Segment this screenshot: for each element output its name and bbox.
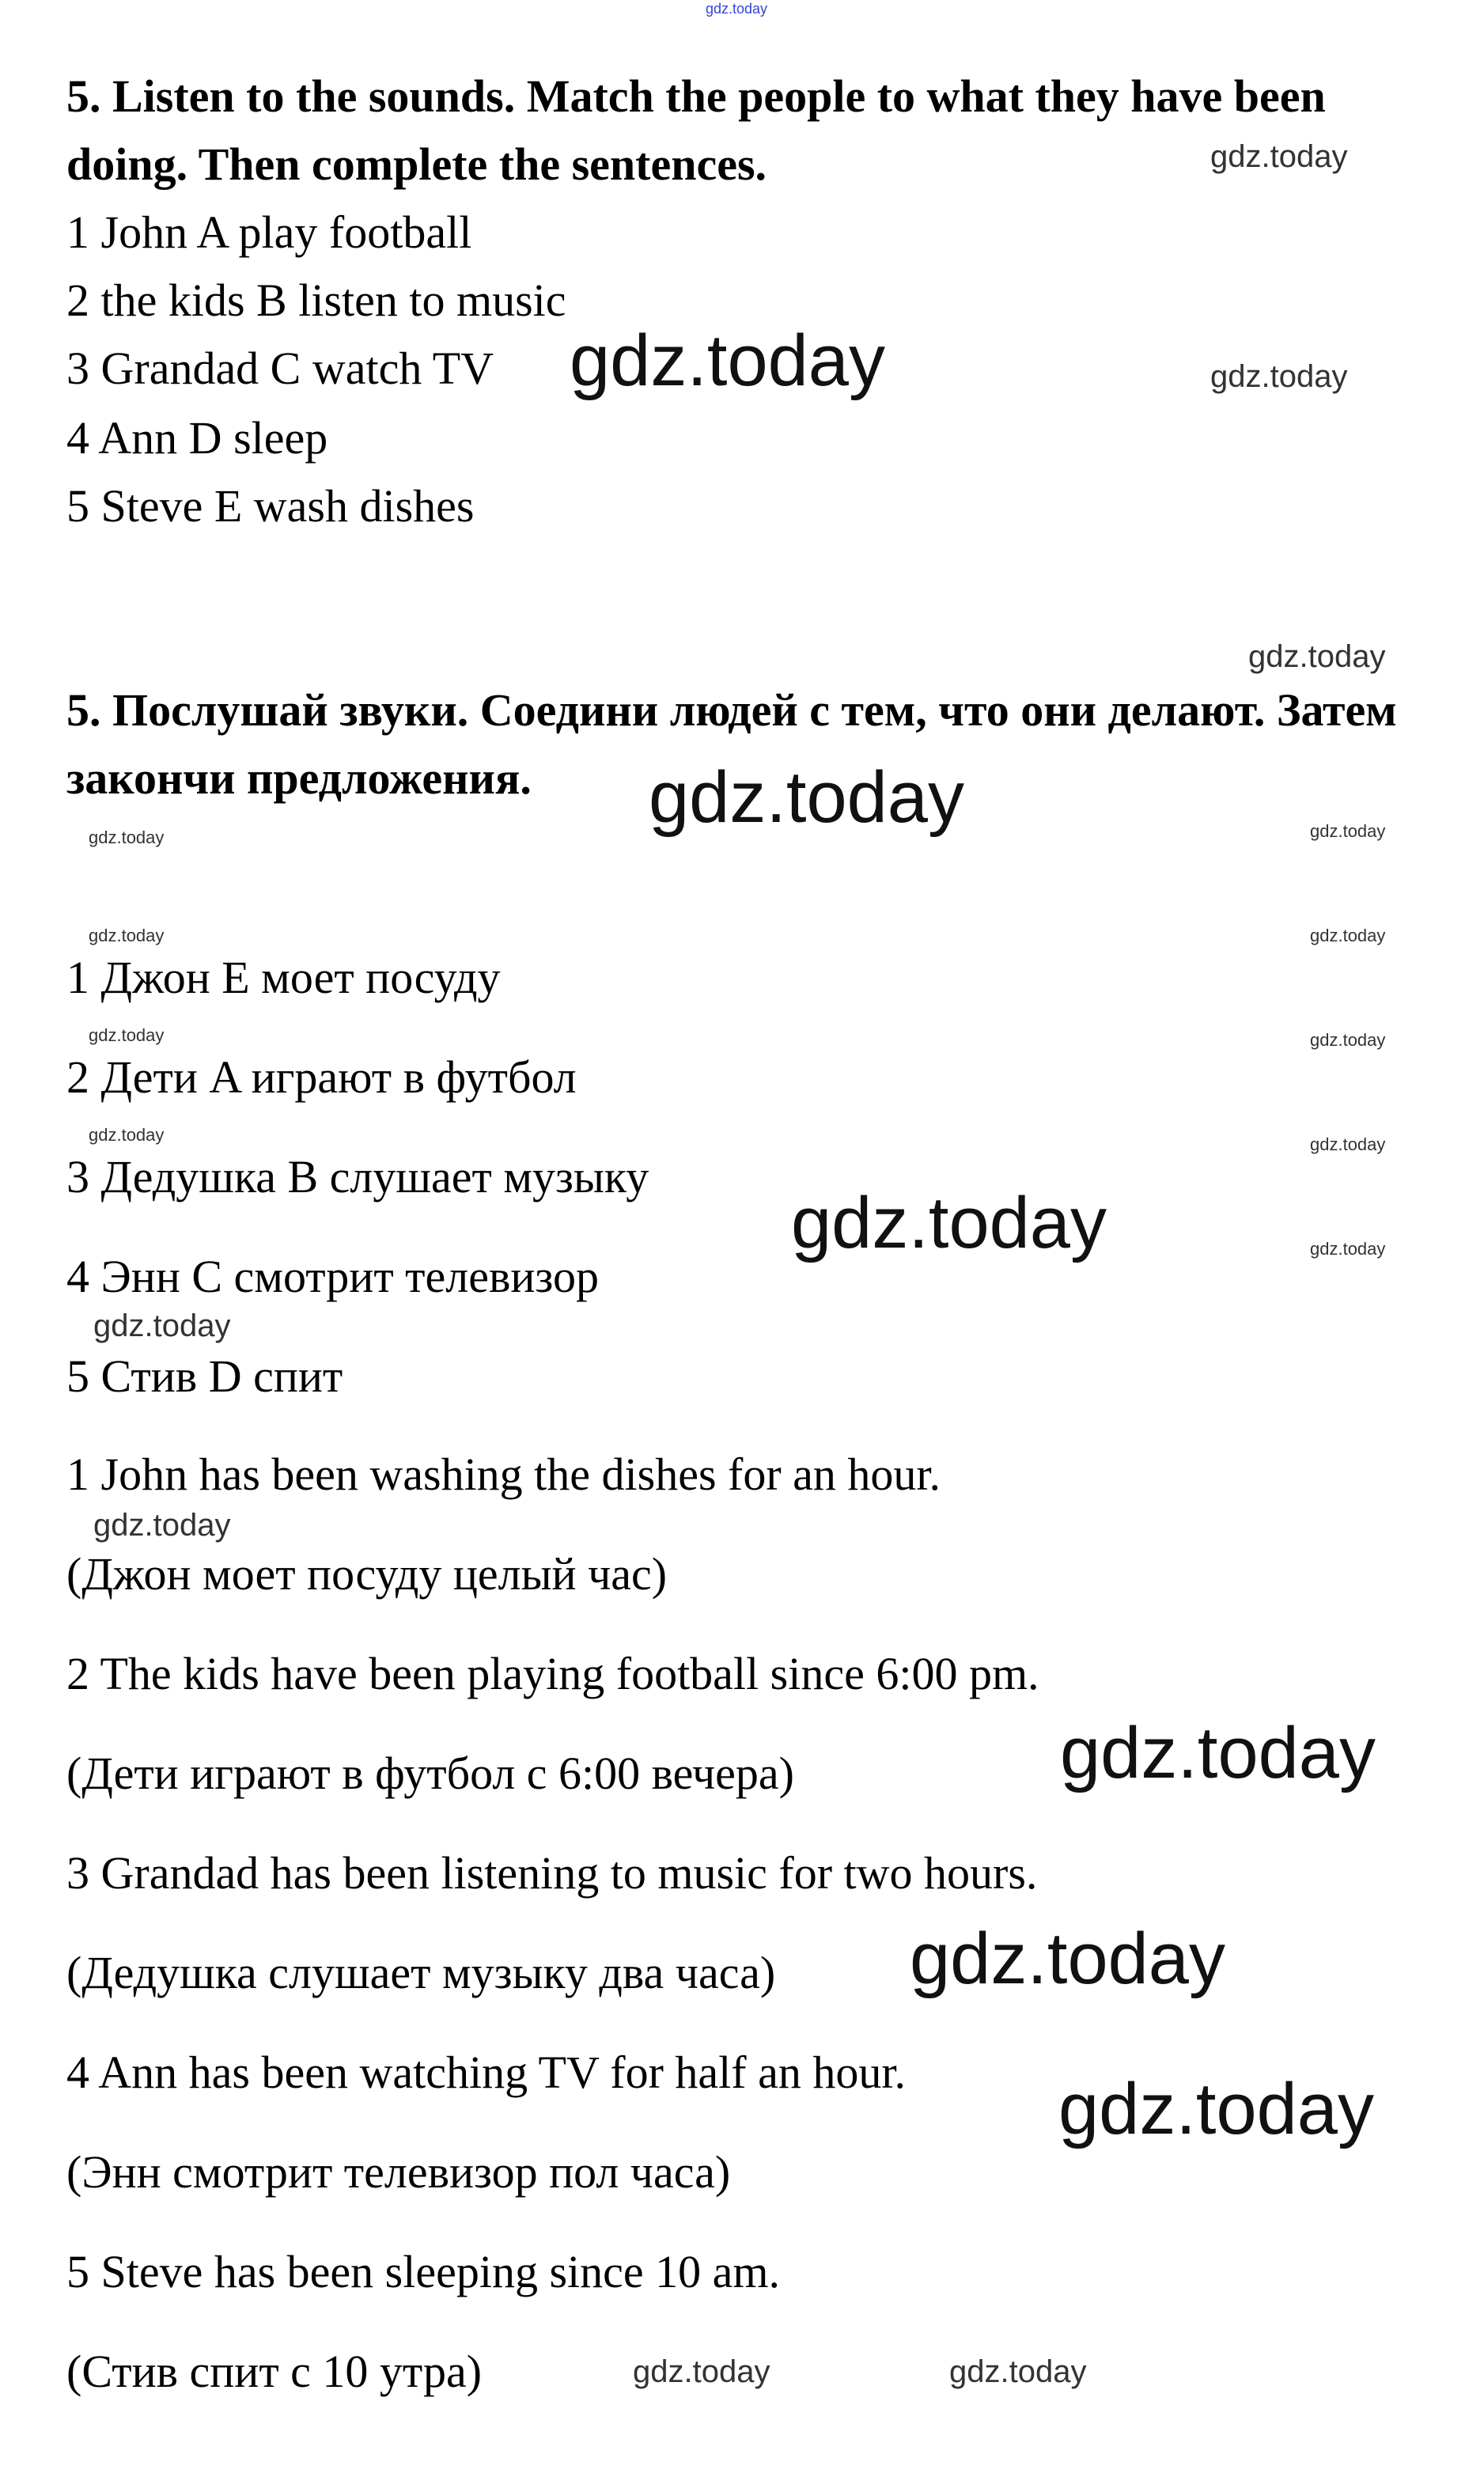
- watermark: gdz.today: [910, 1918, 1225, 1999]
- watermark: gdz.today: [1310, 1134, 1386, 1154]
- watermark: gdz.today: [1310, 1030, 1386, 1050]
- russian-item: 4 Энн C смотрит телевизор: [66, 1251, 599, 1302]
- watermark: gdz.today: [1248, 639, 1386, 674]
- watermark: gdz.today: [1310, 821, 1386, 841]
- watermark: gdz.today: [633, 2354, 770, 2389]
- russian-item: 3 Дедушка B слушает музыку: [66, 1151, 649, 1202]
- watermark: gdz.today: [570, 320, 885, 401]
- english-item: 5 Steve E wash dishes: [66, 480, 475, 532]
- watermark: gdz.today: [949, 2354, 1087, 2389]
- russian-item: 2 Дети A играют в футбол: [66, 1051, 577, 1103]
- russian-heading-line1: 5. Послушай звуки. Соедини людей с тем, что они делают. Затем: [66, 684, 1397, 736]
- russian-heading-line2: закончи предложения.: [66, 752, 532, 804]
- russian-item: 5 Стив D спит: [66, 1350, 343, 1402]
- watermark: gdz.today: [1310, 1239, 1386, 1259]
- english-heading-line2: doing. Then complete the sentences.: [66, 138, 767, 190]
- answer-ru: (Дети играют в футбол с 6:00 вечера): [66, 1748, 794, 1799]
- english-heading-line1: 5. Listen to the sounds. Match the people to what they have been: [66, 70, 1326, 122]
- english-item: 4 Ann D sleep: [66, 412, 328, 464]
- watermark: gdz.today: [649, 757, 964, 838]
- answer-en: 4 Ann has been watching TV for half an hour.: [66, 2047, 906, 2098]
- watermark: gdz.today: [791, 1183, 1107, 1263]
- answer-ru: (Энн смотрит телевизор пол часа): [66, 2146, 731, 2198]
- answer-en: 2 The kids have been playing football since 6:00 pm.: [66, 1648, 1039, 1699]
- watermark: gdz.today: [89, 926, 165, 945]
- english-item: 2 the kids B listen to music: [66, 275, 566, 326]
- watermark: gdz.today: [1310, 926, 1386, 945]
- watermark: gdz.today: [93, 1308, 231, 1343]
- watermark: gdz.today: [1060, 1713, 1376, 1793]
- answer-ru: (Джон моет посуду целый час): [66, 1548, 668, 1600]
- answer-ru: (Стив спит с 10 утра): [66, 2346, 483, 2397]
- watermark: gdz.today: [89, 1125, 165, 1145]
- english-item: 3 Grandad C watch TV: [66, 343, 494, 394]
- watermark: gdz.today: [89, 1025, 165, 1045]
- watermark: gdz.today: [1210, 139, 1348, 174]
- watermark: gdz.today: [89, 828, 165, 847]
- answer-en: 5 Steve has been sleeping since 10 am.: [66, 2246, 780, 2297]
- watermark: gdz.today: [1058, 2069, 1374, 2149]
- watermark: gdz.today: [706, 1, 768, 17]
- answer-ru: (Дедушка слушает музыку два часа): [66, 1947, 776, 1998]
- answer-en: 3 Grandad has been listening to music for two hours.: [66, 1847, 1038, 1899]
- watermark: gdz.today: [93, 1508, 231, 1543]
- watermark: gdz.today: [1210, 359, 1348, 394]
- answer-en: 1 John has been washing the dishes for an hour.: [66, 1449, 941, 1500]
- english-item: 1 John A play football: [66, 206, 472, 258]
- russian-item: 1 Джон E моет посуду: [66, 952, 501, 1003]
